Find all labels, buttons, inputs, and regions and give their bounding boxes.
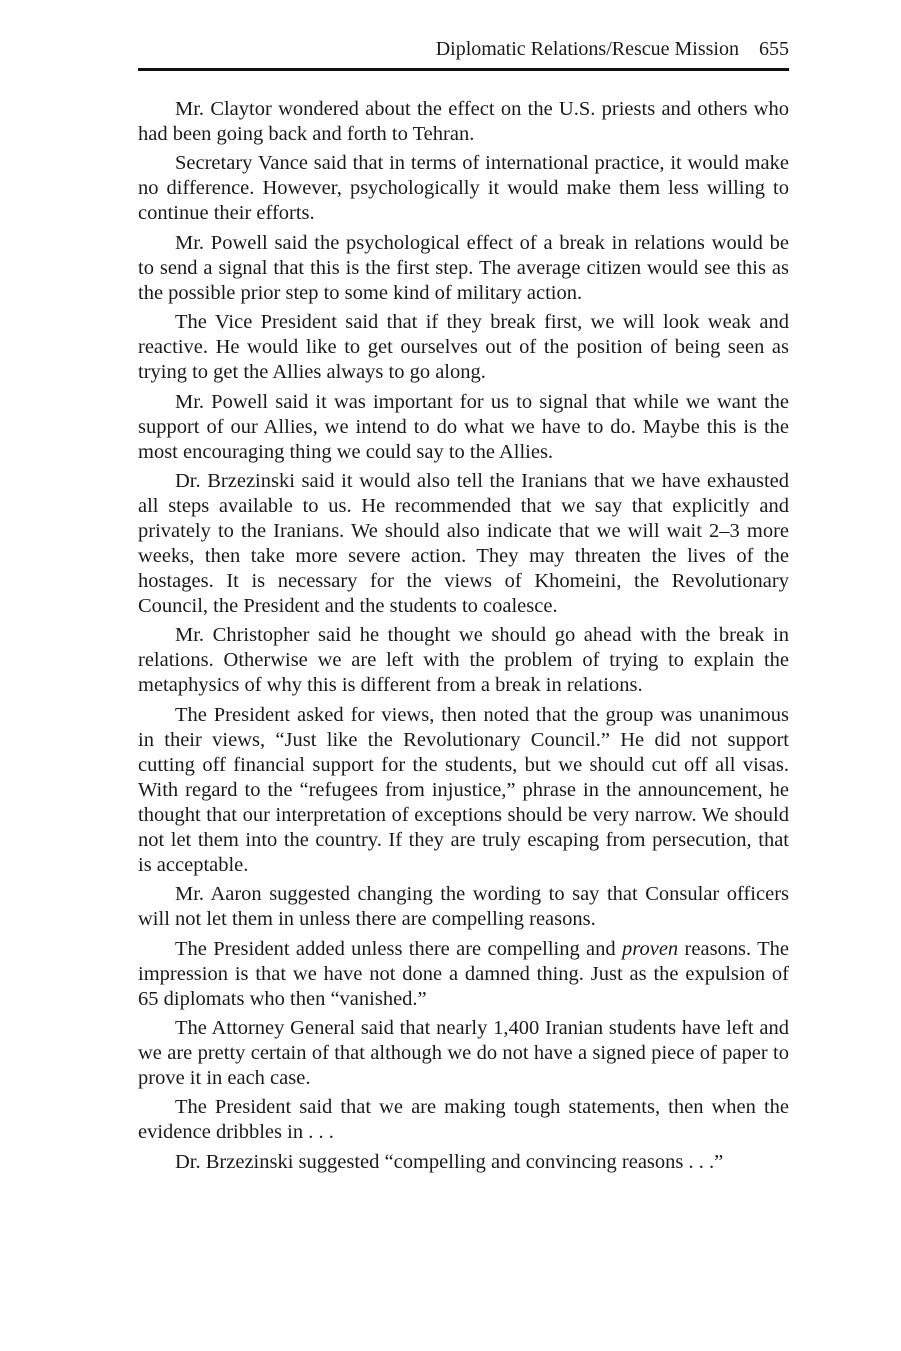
paragraph-vice-president: The Vice President said that if they break first, we will look weak and reactive. He would like to get ourselves out of the position of being seen as trying to get the Allies always to go along. (138, 311, 789, 384)
paragraph-president-2-start: The President added unless there are compelling and (175, 937, 623, 960)
paragraph-powell-1: Mr. Powell said the psychological effect of a break in relations would be to send a signal that this is the first step. The average citizen would see this as the possible prior step to some kind of military action. (138, 231, 789, 304)
paragraph-powell-2: Mr. Powell said it was important for us to signal that while we want the support of our Allies, we intend to do what we have to do. Maybe this is the most encouraging thing we could say to the Allies. (138, 390, 789, 463)
emphasis-proven: proven (622, 937, 679, 960)
paragraph-president-2-end: reasons. The impression is that we have not done a damned thing. Just as the expulsion of 65 diplomats who then “vanished.” (138, 937, 789, 1010)
paragraph-brzezinski-2: Dr. Brzezinski suggested “compelling and convincing reasons . . .” (175, 1150, 724, 1173)
paragraph-attorney-general: The Attorney General said that nearly 1,400 Iranian students have left and we are pretty certain of that although we do not have a signed piece of paper to prove it in each case. (138, 1016, 789, 1089)
page-number: 655 (759, 38, 789, 60)
paragraph-christopher: Mr. Christopher said he thought we should go ahead with the break in relations. Otherwise we are left with the problem of trying to explain the metaphysics of why this is different from a break in relations. (138, 624, 789, 697)
document-page (138, 30, 789, 1179)
paragraph-claytor: Mr. Claytor wondered about the effect on the U.S. priests and others who had been going back and forth to Tehran. (138, 98, 789, 145)
paragraph-president-3: The President said that we are making tough statements, then when the evidence dribbles in . . . (138, 1096, 789, 1144)
paragraph-aaron: Mr. Aaron suggested changing the wording to say that Consular officers will not let them in unless there are compelling reasons. (138, 883, 789, 931)
paragraph-brzezinski-1: Dr. Brzezinski said it would also tell the Iranians that we have exhausted all steps available to us. He recommended that we say that explicitly and privately to the Iranians. We should also indicate that we will wait 2–3 more weeks, then take more severe action. They may threaten the lives of the hostages. It is necessary for the views of Khomeini, the Revolutionary Council, the President and the students to coalesce. (138, 469, 789, 617)
paragraph-president-2 (138, 937, 789, 1012)
running-header (138, 30, 789, 71)
running-title: Diplomatic Relations/Rescue Mission (435, 38, 739, 60)
paragraph-president-1: The President asked for views, then noted that the group was unanimous in their views, “Just like the Revolutionary Council.” He did not support cutting off financial support for the students, but we should cut off all visas. With regard to the “refugees from injustice,” phrase in the announcement, he thought that our interpretation of exceptions should be very narrow. We should not let them into the country. If they are truly escaping from persecution, that is acceptable. (138, 703, 789, 876)
paragraph-vance: Secretary Vance said that in terms of international practice, it would make no difference. However, psychologically it would make them less willing to continue their efforts. (138, 152, 789, 225)
body-text (138, 97, 789, 1175)
